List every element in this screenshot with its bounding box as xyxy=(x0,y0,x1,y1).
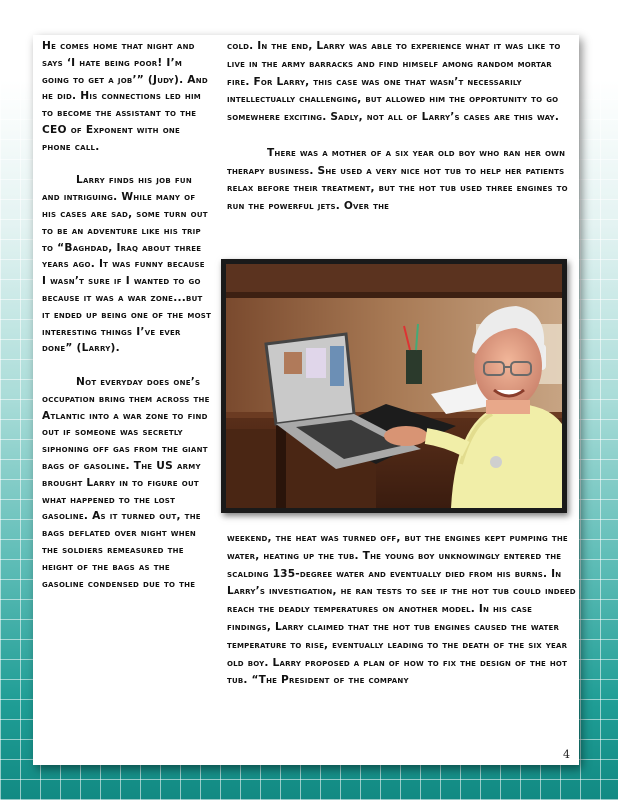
right-column-top xyxy=(227,38,577,234)
left-paragraph-3: Not everyday does one’s occupation bring them across the Atlantic into a war zone to find out if someone was secretly siphoning off gas from the giant bags of gasoline. The US army brought Larry in to figure out what happened to the lost gasoline. As it turned out, the bags deflated over night when the soldiers remeasured the height of the bags as the gasoline condensed due to the xyxy=(42,375,210,590)
page-number: 4 xyxy=(563,748,570,761)
left-paragraph-2: Larry finds his job fun and intriguing. While many of his cases are sad, some turn out to be an adventure like his trip to “Baghdad, Iraq about three years ago. It was funny because I wasn’t sure if I wanted to go because it was a war zone...but it ended up being one of the most interesting things I’ve ever done” (Larry). xyxy=(42,174,212,355)
left-paragraph-1: He comes home that night and says ‘I hate being poor! I’m going to get a job’” (Judy). And he did. His connections led him to become the assistant to the CEO of Exponent with one phone call. xyxy=(42,40,208,153)
photo-larry-icon xyxy=(226,264,562,508)
photo-frame xyxy=(221,259,567,513)
page-sheet xyxy=(33,35,579,765)
right-top-paragraph-2: There was a mother of a six year old boy who ran her own therapy business. She used a very nice hot tub to help her patients relax before their treatment, but the hot tub used three engines to run the powerful jets. Over the xyxy=(227,146,568,213)
right-column-bottom xyxy=(227,530,577,708)
left-column xyxy=(42,38,212,609)
right-bottom-paragraph-1: weekend, the heat was turned off, but the engines kept pumping the water, heating up the tub. The young boy unknowingly entered the scalding 135-degree water and eventually died from his burns. In Larry’s investigation, he ran tests to see if the hot tub could indeed reach the deadly temperatures on another model. In his case findings, Larry claimed that the hot tub engines caused the water temperature to rise, eventually leading to the death of the six year old boy. Larry proposed a plan of how to fix the design of the hot tub. “The President of the company xyxy=(227,532,576,687)
right-top-paragraph-1: cold. In the end, Larry was able to experience what it was like to live in the army barracks and find himself among random mortar fire. For Larry, this case was one that wasn’t necessarily intellectually challenging, but allowed him the opportunity to go somewhere exciting. Sadly, not all of Larry’s cases are this way. xyxy=(227,40,561,124)
